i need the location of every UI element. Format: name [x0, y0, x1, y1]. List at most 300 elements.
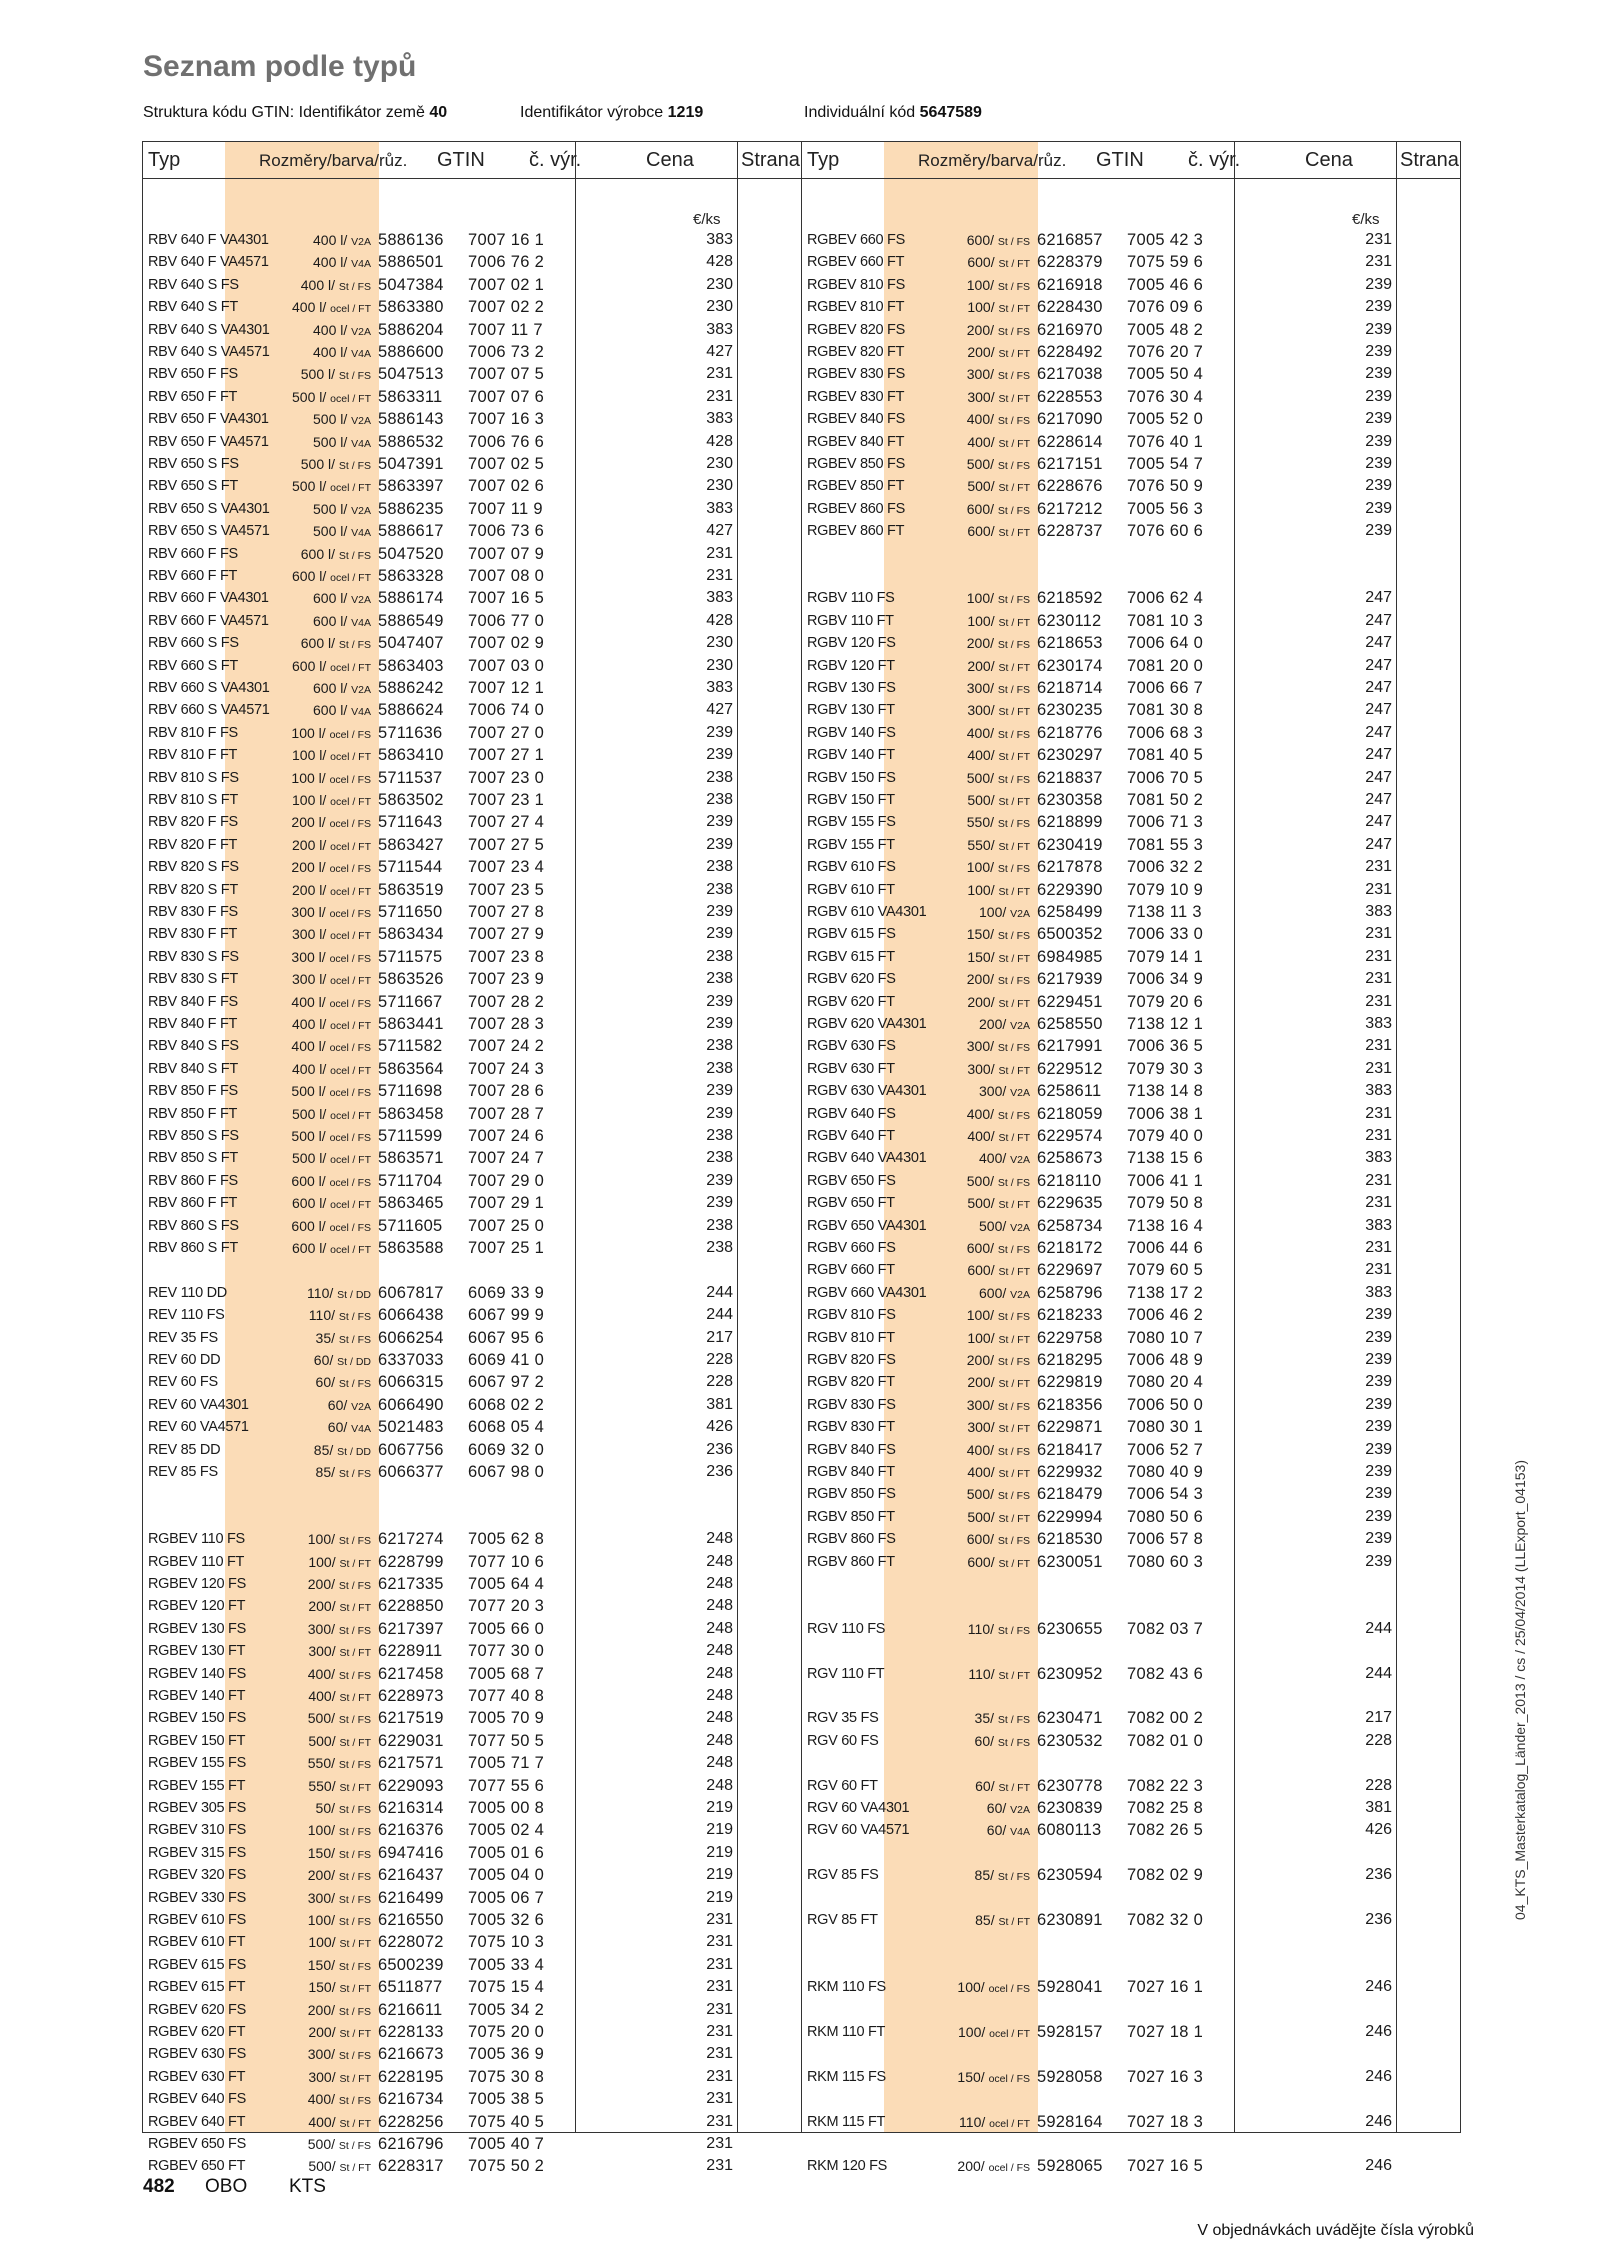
cell-page: 219 — [706, 1799, 733, 1816]
cell-product-number: 7082 00 2 — [1127, 1709, 1204, 1728]
cell-dimensions: 85/ St / FT — [975, 1912, 1030, 1928]
cell-type: RGBEV 110 FT — [148, 1553, 245, 1570]
table-row — [802, 431, 1460, 453]
cell-gtin: 6228850 — [378, 1597, 444, 1616]
table-row — [143, 789, 801, 811]
cell-page: 427 — [706, 343, 733, 360]
cell-product-number: 7006 64 0 — [1127, 634, 1204, 653]
cell-page: 217 — [706, 1328, 733, 1346]
cell-page: 248 — [706, 1642, 733, 1660]
cell-product-number: 7007 23 5 — [468, 880, 545, 899]
cell-type: REV 60 FS — [148, 1374, 218, 1391]
cell-type: RBV 660 S FS — [148, 635, 239, 652]
cell-page: 231 — [706, 2000, 733, 2018]
table-row — [802, 2111, 1460, 2133]
cell-type: RBV 810 F FS — [148, 724, 238, 741]
cell-product-number: 7005 34 2 — [468, 2000, 545, 2019]
cell-gtin: 5886600 — [378, 343, 444, 361]
table-row — [143, 543, 801, 565]
cell-page: 238 — [706, 970, 733, 988]
cell-dimensions: 400 l/ V4A — [313, 344, 371, 360]
table-row — [802, 968, 1460, 990]
table-row — [143, 1080, 801, 1102]
cell-product-number: 7007 07 5 — [468, 365, 545, 384]
cell-page: 238 — [706, 1059, 733, 1077]
table-row — [802, 834, 1460, 856]
cell-page: 238 — [706, 1239, 733, 1256]
cell-dimensions: 200/ St / FS — [307, 1576, 371, 1592]
footer-brand: OBO — [205, 2176, 248, 2197]
cell-page: 231 — [706, 2023, 733, 2040]
cell-page: 239 — [1365, 432, 1392, 450]
cell-dimensions: 500 l/ ocel / FT — [292, 1105, 371, 1122]
cell-product-number: 7006 57 8 — [1127, 1530, 1204, 1549]
cell-gtin: 5711537 — [378, 768, 443, 787]
cell-dimensions: 500/ St / FS — [307, 2136, 371, 2152]
cell-page: 238 — [706, 1149, 733, 1167]
table-row — [143, 2088, 801, 2110]
cell-product-number: 6067 98 0 — [468, 1463, 545, 1481]
cell-gtin: 5711698 — [378, 1082, 443, 1101]
cell-type: RKM 115 FS — [807, 2068, 886, 2085]
cell-product-number: 7005 02 4 — [468, 1821, 545, 1840]
cell-page: 231 — [706, 2090, 733, 2108]
cell-gtin: 5047520 — [378, 544, 444, 563]
table-row — [802, 1797, 1460, 1819]
cell-page: 236 — [706, 1440, 733, 1458]
price-unit: €/ks — [1352, 211, 1380, 228]
table-row — [802, 1864, 1460, 1886]
table-row — [143, 2043, 801, 2065]
cell-page: 246 — [1365, 2023, 1392, 2040]
cell-page: 381 — [706, 1395, 733, 1413]
cell-page: 247 — [1365, 813, 1392, 831]
table-row — [802, 744, 1460, 766]
cell-dimensions: 300 l/ ocel / FT — [292, 971, 371, 988]
table-row — [802, 498, 1460, 520]
cell-gtin: 6511877 — [378, 1978, 443, 1997]
cell-type: RGV 85 FS — [807, 1867, 879, 1884]
cell-product-number: 7075 40 5 — [468, 2112, 545, 2131]
cell-gtin: 6218356 — [1037, 1395, 1103, 1414]
cell-product-number: 7080 40 9 — [1127, 1463, 1204, 1481]
table-row — [802, 722, 1460, 744]
cell-page: 238 — [706, 1216, 733, 1234]
cell-product-number: 7005 46 6 — [1127, 275, 1204, 294]
cell-page: 239 — [1365, 1552, 1392, 1570]
cell-dimensions: 400/ V2A — [979, 1150, 1030, 1167]
cell-gtin: 5886549 — [378, 611, 444, 630]
individual-code: 5647589 — [919, 104, 982, 121]
cell-page: 230 — [706, 298, 733, 316]
cell-product-number: 7007 23 1 — [468, 791, 545, 809]
cell-gtin: 6218110 — [1037, 1171, 1102, 1190]
cell-product-number: 7006 50 0 — [1127, 1395, 1204, 1414]
cell-product-number: 7077 55 6 — [468, 1776, 545, 1795]
cell-gtin: 6218233 — [1037, 1306, 1103, 1325]
cell-page: 381 — [1365, 1799, 1392, 1816]
cell-page: 239 — [1365, 298, 1392, 316]
cell-product-number: 7081 10 3 — [1127, 611, 1204, 630]
cell-type: RBV 860 S FS — [148, 1217, 239, 1234]
cell-page: 231 — [706, 2157, 733, 2175]
cell-dimensions: 50/ St / FS — [315, 1800, 371, 1816]
cell-page: 244 — [706, 1283, 733, 1301]
cell-type: RBV 640 S VA4301 — [148, 321, 270, 338]
table-row — [143, 1775, 801, 1797]
cell-gtin: 5711544 — [378, 858, 443, 877]
cell-dimensions: 550/ St / FT — [967, 836, 1030, 853]
cell-page: 238 — [706, 768, 733, 786]
cell-type: RGBV 650 VA4301 — [807, 1217, 927, 1234]
cell-product-number: 7080 10 7 — [1127, 1328, 1204, 1347]
table-row — [143, 1237, 801, 1259]
cell-type: RBV 640 S VA4571 — [148, 344, 270, 360]
cell-product-number: 7007 27 0 — [468, 723, 545, 742]
cell-dimensions: 500/ St / FT — [967, 1195, 1030, 1212]
table-row — [143, 565, 801, 587]
cell-dimensions: 60/ V4A — [327, 1419, 371, 1436]
cell-dimensions: 500/ St / FS — [966, 1172, 1030, 1189]
cell-dimensions: 600 l/ ocel / FS — [291, 1217, 371, 1234]
table-row — [802, 1013, 1460, 1035]
cell-gtin: 5711575 — [378, 947, 443, 966]
cell-gtin: 5863571 — [378, 1149, 444, 1168]
cell-page: 383 — [706, 410, 733, 428]
cell-gtin: 6230839 — [1037, 1799, 1103, 1817]
cell-product-number: 7077 20 3 — [468, 1597, 545, 1616]
cell-gtin: 6216437 — [378, 1866, 444, 1885]
cell-page: 219 — [706, 1866, 733, 1884]
cell-type: RGBV 830 FS — [807, 1396, 896, 1413]
table-header — [802, 142, 1460, 179]
table-row — [802, 319, 1460, 341]
cell-type: RGBEV 320 FS — [148, 1867, 246, 1884]
cell-page: 246 — [1365, 1978, 1392, 1996]
table-row — [143, 408, 801, 430]
cell-product-number: 7006 71 3 — [1127, 813, 1204, 832]
cell-gtin: 6218295 — [1037, 1351, 1103, 1369]
table-row — [802, 1707, 1460, 1729]
table-row — [143, 587, 801, 609]
table-row — [143, 1931, 801, 1953]
cell-dimensions: 300/ St / FS — [966, 680, 1030, 696]
cell-product-number: 7006 33 0 — [1127, 925, 1204, 944]
cell-gtin: 6258734 — [1037, 1216, 1103, 1235]
cell-product-number: 7005 66 0 — [468, 1619, 545, 1638]
cell-dimensions: 400/ St / FS — [966, 1105, 1030, 1122]
cell-dimensions: 500/ St / FT — [308, 2158, 371, 2175]
cell-gtin: 5711605 — [378, 1216, 443, 1235]
cell-page: 219 — [706, 1821, 733, 1839]
cell-page: 228 — [706, 1373, 733, 1391]
cell-gtin: 5928065 — [1037, 2157, 1103, 2176]
table-row — [143, 363, 801, 385]
table-row — [143, 968, 801, 990]
table-row — [802, 1349, 1460, 1371]
cell-type: RGBEV 620 FT — [148, 2024, 246, 2040]
table-row — [143, 1371, 801, 1393]
table-row — [802, 1618, 1460, 1640]
cell-page: 247 — [1365, 589, 1392, 607]
cell-gtin: 5928041 — [1037, 1978, 1103, 1997]
cell-dimensions: 600/ St / FS — [966, 232, 1030, 248]
cell-product-number: 7007 08 0 — [468, 567, 545, 585]
cell-gtin: 6228614 — [1037, 432, 1103, 451]
cell-gtin: 6218592 — [1037, 589, 1103, 608]
cell-type: RBV 640 F VA4301 — [148, 232, 269, 248]
table-row — [143, 1595, 801, 1617]
table-row — [143, 1864, 801, 1886]
cell-dimensions: 200/ St / FS — [966, 635, 1030, 652]
cell-product-number: 7075 50 2 — [468, 2157, 545, 2176]
cell-dimensions: 200 l/ ocel / FT — [292, 836, 371, 853]
cell-gtin: 6229819 — [1037, 1373, 1103, 1392]
cell-gtin: 6229390 — [1037, 880, 1103, 899]
cell-dimensions: 550/ St / FT — [308, 1777, 371, 1794]
cell-page: 383 — [1365, 1149, 1392, 1167]
cell-type: RBV 820 F FS — [148, 814, 238, 831]
cell-dimensions: 600/ St / FS — [966, 1531, 1030, 1548]
cell-product-number: 7005 42 3 — [1127, 231, 1204, 249]
cell-product-number: 7081 20 0 — [1127, 656, 1204, 675]
cell-type: RBV 660 S VA4301 — [148, 680, 270, 696]
cell-page: 231 — [1365, 1037, 1392, 1055]
cell-type: RGBV 810 FS — [807, 1307, 896, 1324]
cell-page: 239 — [706, 903, 733, 920]
cell-type: RGBV 120 FT — [807, 657, 895, 674]
cell-product-number: 6068 02 2 — [468, 1395, 545, 1414]
cell-dimensions: 60/ St / FS — [974, 1732, 1030, 1749]
cell-dimensions: 150/ ocel / FS — [957, 2068, 1030, 2085]
header-typ: Typ — [807, 149, 840, 171]
cell-page: 238 — [706, 791, 733, 808]
table-row — [143, 991, 801, 1013]
cell-dimensions: 200/ St / FT — [967, 993, 1030, 1010]
cell-type: RBV 650 S VA4571 — [148, 523, 270, 540]
table-row — [143, 1797, 801, 1819]
cell-dimensions: 500 l/ ocel / FS — [291, 1083, 371, 1100]
cell-product-number: 7005 70 9 — [468, 1709, 545, 1728]
cell-page: 427 — [706, 522, 733, 540]
cell-page: 231 — [1365, 970, 1392, 988]
table-row — [802, 229, 1460, 251]
cell-page: 248 — [706, 1664, 733, 1682]
cell-page: 239 — [706, 1015, 733, 1032]
cell-dimensions: 400 l/ ocel / FS — [291, 1038, 371, 1055]
cell-page: 239 — [706, 746, 733, 764]
cell-type: RGBEV 140 FT — [148, 1688, 246, 1704]
cell-page: 247 — [1365, 656, 1392, 674]
cell-product-number: 7082 02 9 — [1127, 1866, 1204, 1885]
cell-type: RGBV 110 FS — [807, 590, 895, 607]
table-row — [802, 1259, 1460, 1281]
cell-type: RGBV 120 FS — [807, 635, 896, 652]
cell-page: 239 — [1365, 1440, 1392, 1458]
cell-dimensions: 100/ St / FS — [966, 859, 1030, 876]
table-row — [802, 1730, 1460, 1752]
page-title: Seznam podle typů — [143, 50, 417, 83]
cell-type: RBV 660 F FS — [148, 545, 238, 562]
cell-type: RGBEV 330 FS — [148, 1889, 246, 1906]
cell-page: 231 — [706, 2067, 733, 2085]
cell-type: RGBV 610 FT — [807, 881, 895, 898]
cell-dimensions: 35/ St / FS — [974, 1710, 1030, 1727]
cell-product-number: 7005 33 4 — [468, 1955, 545, 1974]
cell-product-number: 7005 36 9 — [468, 2045, 545, 2064]
cell-product-number: 7007 02 1 — [468, 275, 545, 294]
cell-gtin: 6217878 — [1037, 858, 1103, 877]
cell-type: RGBV 820 FS — [807, 1352, 896, 1368]
cell-page: 239 — [1365, 499, 1392, 517]
cell-page: 383 — [706, 589, 733, 607]
cell-type: RGBEV 120 FT — [148, 1598, 246, 1615]
cell-gtin: 5863502 — [378, 791, 444, 809]
cell-gtin: 6080113 — [1037, 1821, 1102, 1840]
cell-page: 239 — [1365, 477, 1392, 495]
cell-page: 231 — [1365, 880, 1392, 898]
cell-page: 239 — [1365, 1507, 1392, 1525]
cell-type: RBV 650 F FT — [148, 388, 238, 405]
cell-gtin: 6229031 — [378, 1731, 444, 1750]
cell-page: 244 — [706, 1306, 733, 1324]
cell-dimensions: 200/ St / FT — [308, 2024, 371, 2040]
individual-code-info — [804, 104, 982, 122]
cell-product-number: 7007 29 0 — [468, 1171, 545, 1190]
cell-type: RBV 850 S FT — [148, 1150, 238, 1167]
cell-product-number: 7007 02 2 — [468, 298, 545, 317]
table-row — [802, 1192, 1460, 1214]
table-row — [802, 1416, 1460, 1438]
cell-page: 230 — [706, 455, 733, 472]
cell-product-number: 7079 50 8 — [1127, 1194, 1204, 1213]
table-row — [143, 229, 801, 251]
cell-dimensions: 300 l/ ocel / FS — [291, 948, 371, 965]
cell-dimensions: 400/ St / FT — [308, 1688, 371, 1704]
cell-product-number: 7006 76 6 — [468, 432, 545, 451]
cell-gtin: 6229932 — [1037, 1463, 1103, 1481]
cell-type: RBV 830 S FS — [148, 948, 239, 965]
cell-product-number: 7006 70 5 — [1127, 768, 1204, 787]
cell-dimensions: 500/ St / FS — [307, 1710, 371, 1727]
cell-page: 228 — [1365, 1731, 1392, 1749]
table-row — [143, 1282, 801, 1304]
cell-dimensions: 100/ St / FT — [967, 612, 1030, 629]
cell-product-number: 7080 50 6 — [1127, 1507, 1204, 1526]
cell-product-number: 7138 15 6 — [1127, 1149, 1204, 1168]
cell-type: RGBV 860 FS — [807, 1531, 896, 1548]
table-row — [802, 1506, 1460, 1528]
cell-page: 231 — [706, 1933, 733, 1951]
table-row — [802, 453, 1460, 475]
table-row — [143, 1730, 801, 1752]
cell-product-number: 7077 30 0 — [468, 1642, 545, 1661]
cell-type: RGBEV 310 FS — [148, 1822, 246, 1839]
cell-dimensions: 100/ St / FT — [967, 1329, 1030, 1346]
cell-product-number: 7006 62 4 — [1127, 589, 1204, 608]
cell-dimensions: 200 l/ ocel / FS — [291, 859, 371, 876]
cell-page: 231 — [1365, 1261, 1392, 1279]
cell-type: RGBV 630 FT — [807, 1060, 895, 1077]
table-row — [802, 856, 1460, 878]
cell-product-number: 7076 09 6 — [1127, 298, 1204, 317]
cell-gtin: 6228317 — [378, 2157, 444, 2176]
cell-gtin: 6216796 — [378, 2135, 444, 2153]
cell-gtin: 6218417 — [1037, 1440, 1103, 1459]
table-row — [143, 1887, 801, 1909]
cell-gtin: 6228973 — [378, 1687, 444, 1705]
cell-page: 428 — [706, 611, 733, 629]
cell-dimensions: 300/ St / FT — [308, 2068, 371, 2085]
cell-product-number: 7081 50 2 — [1127, 791, 1204, 809]
type-list-right — [801, 141, 1461, 2176]
table-row — [143, 767, 801, 789]
cell-dimensions: 110/ ocel / FT — [959, 2113, 1030, 2130]
table-row — [802, 767, 1460, 789]
cell-product-number: 7005 06 7 — [468, 1888, 545, 1907]
cell-type: RGBEV 120 FS — [148, 1576, 246, 1592]
manufacturer-label: Identifikátor výrobce — [520, 104, 664, 121]
table-row — [802, 475, 1460, 497]
cell-dimensions: 400/ St / FT — [967, 1464, 1030, 1480]
cell-gtin: 5863380 — [378, 298, 444, 317]
cell-gtin: 6218776 — [1037, 723, 1103, 742]
cell-product-number: 7007 12 1 — [468, 679, 545, 697]
table-row — [143, 1416, 801, 1438]
cell-gtin: 6228195 — [378, 2067, 444, 2086]
cell-type: RGBV 155 FS — [807, 814, 896, 831]
cell-page: 428 — [706, 253, 733, 271]
table-row — [802, 1058, 1460, 1080]
table-header — [143, 142, 801, 179]
export-info: 04_KTS_Masterkatalog_Länder_2013 / cs / 25/04/2014 (LLExport_04153) — [1512, 1460, 1528, 1920]
cell-product-number: 7082 43 6 — [1127, 1664, 1204, 1683]
cell-page: 239 — [1365, 1373, 1392, 1391]
cell-gtin: 6218172 — [1037, 1239, 1103, 1257]
header-dimensions: Rozměry/barva/růz. — [918, 151, 1067, 170]
table-row — [802, 632, 1460, 654]
cell-type: RGBEV 830 FS — [807, 366, 905, 383]
cell-dimensions: 400 l/ ocel / FT — [292, 299, 371, 316]
cell-type: RGBV 140 FT — [807, 747, 895, 764]
cell-page: 231 — [1365, 1059, 1392, 1077]
gtin-label: Struktura kódu GTIN: — [143, 104, 295, 121]
cell-dimensions: 600 l/ ocel / FT — [292, 1240, 371, 1256]
cell-dimensions: 500 l/ V4A — [313, 523, 371, 540]
cell-page: 228 — [706, 1351, 733, 1368]
cell-gtin: 6228379 — [1037, 253, 1103, 272]
cell-product-number: 7007 07 9 — [468, 544, 545, 563]
cell-product-number: 7007 27 5 — [468, 835, 545, 854]
cell-type: RGV 110 FT — [807, 1665, 885, 1682]
cell-product-number: 7081 40 5 — [1127, 746, 1204, 765]
cell-dimensions: 600/ St / FT — [967, 1553, 1030, 1570]
cell-product-number: 7005 01 6 — [468, 1843, 545, 1862]
cell-gtin: 6228911 — [378, 1642, 443, 1661]
cell-type: RBV 640 F VA4571 — [148, 254, 269, 271]
table-row — [143, 923, 801, 945]
cell-product-number: 7006 74 0 — [468, 701, 545, 720]
cell-product-number: 7079 60 5 — [1127, 1261, 1204, 1280]
cell-gtin: 6500239 — [378, 1955, 444, 1974]
cell-gtin: 6230235 — [1037, 701, 1103, 720]
cell-page: 239 — [1365, 1351, 1392, 1368]
cell-dimensions: 600 l/ St / FS — [300, 635, 371, 652]
table-row — [143, 1170, 801, 1192]
cell-dimensions: 400 l/ St / FS — [300, 276, 371, 293]
cell-product-number: 7079 20 6 — [1127, 992, 1204, 1011]
cell-product-number: 7138 14 8 — [1127, 1082, 1204, 1101]
